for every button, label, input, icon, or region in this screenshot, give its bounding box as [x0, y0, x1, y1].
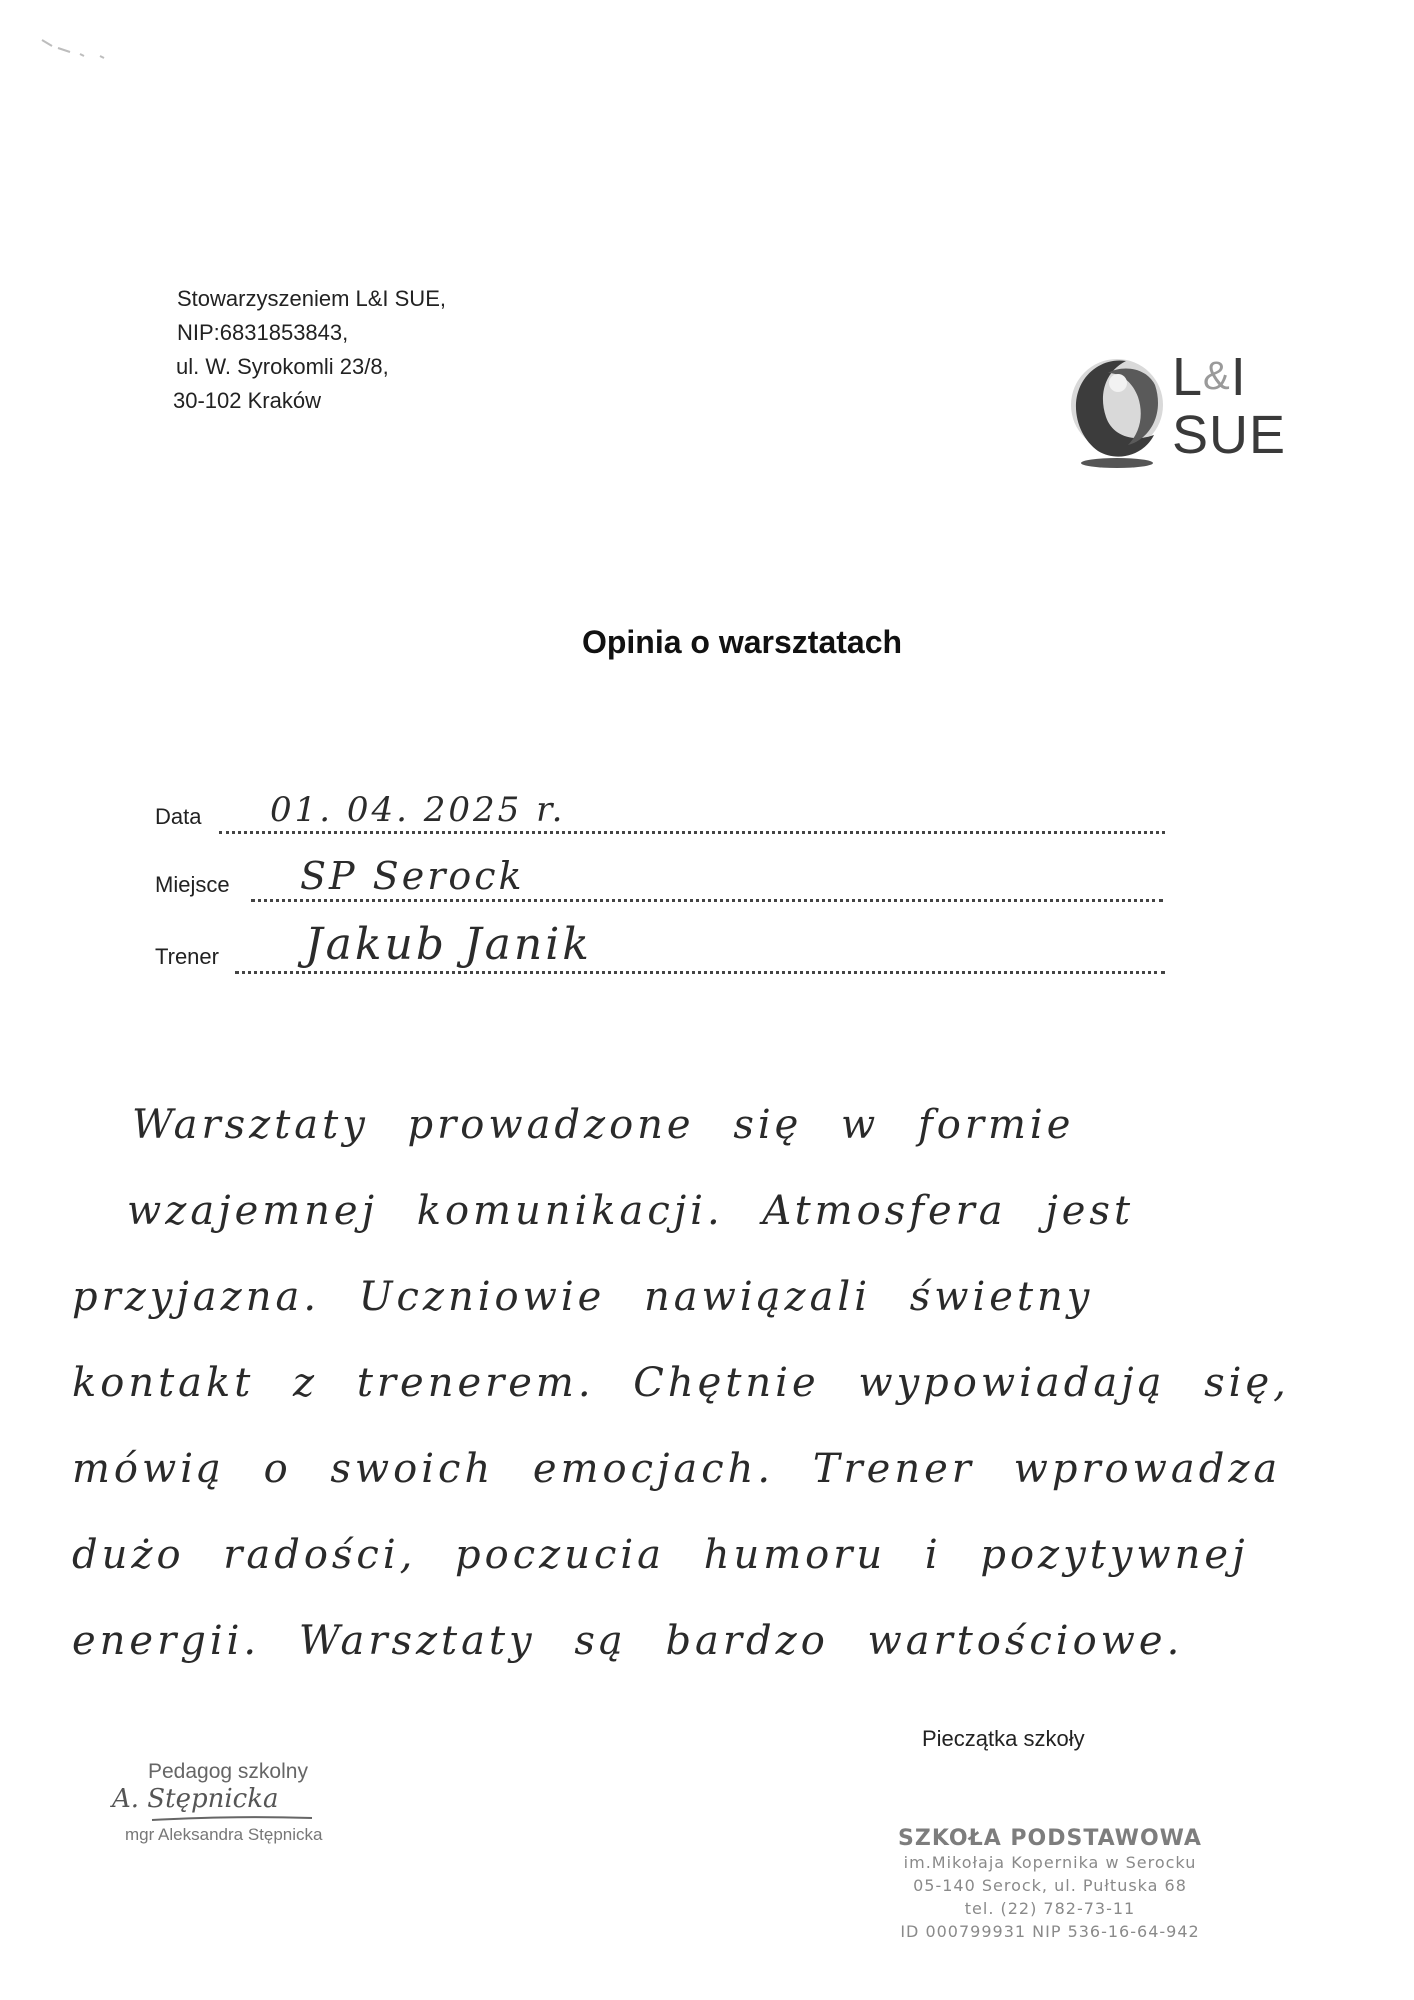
school-stamp-ids: ID 000799931 NIP 536-16-64-942 [900, 1922, 1200, 1941]
pedagog-label: Pedagog szkolny [148, 1760, 308, 1783]
sender-name: Stowarzyszeniem L&I SUE, [177, 286, 446, 311]
sender-street: ul. W. Syrokomli 23/8, [176, 354, 389, 379]
trainer-dotted-line [235, 971, 1165, 974]
logo-mark-icon [1062, 345, 1172, 475]
date-handwritten-value: 01. 04. 2025 r. [270, 790, 566, 830]
date-field [155, 790, 1165, 840]
school-stamp [860, 1826, 1240, 1943]
place-label: Miejsce [155, 872, 230, 897]
place-handwritten-value: SP Serock [300, 854, 525, 898]
date-dotted-line [219, 831, 1165, 834]
scan-artifact [40, 36, 150, 66]
sender-address [173, 282, 446, 418]
handwritten-opinion [72, 1082, 1342, 1684]
sender-city: 30-102 Kraków [173, 388, 321, 413]
school-stamp-label: Pieczątka szkoły [922, 1726, 1085, 1751]
opinion-line: wzajemnej komunikacji. Atmosfera jest [127, 1188, 1135, 1234]
organization-logo [1062, 345, 1287, 475]
opinion-line: energii. Warsztaty są bardzo wartościowe. [72, 1618, 1184, 1664]
trainer-label: Trener [155, 944, 219, 969]
trainer-field [155, 919, 1165, 980]
school-stamp-phone: tel. (22) 782-73-11 [964, 1899, 1136, 1918]
opinion-line: kontakt z trenerem. Chętnie wypowiadają się, [72, 1360, 1290, 1406]
opinion-line: mówią o swoich emocjach. Trener wprowadza [72, 1446, 1282, 1492]
place-field [155, 854, 1165, 908]
logo-letter-l: L [1172, 347, 1204, 407]
pedagog-name: mgr Aleksandra Stępnicka [125, 1825, 323, 1844]
sender-nip: NIP:6831853843, [177, 320, 349, 345]
document-title: Opinia o warsztatach [581, 624, 903, 660]
place-dotted-line [251, 899, 1163, 902]
opinion-line: dużo radości, poczucia humoru i pozytywnej [72, 1532, 1249, 1578]
trainer-handwritten-value: Jakub Janik [305, 919, 592, 970]
logo-letter-i: I [1230, 347, 1247, 407]
logo-sue: SUE [1172, 405, 1287, 465]
logo-ampersand: & [1203, 354, 1231, 398]
date-label: Data [155, 804, 202, 829]
handwritten-signature: A. Stępnicka [112, 1784, 279, 1814]
school-stamp-address: 05-140 Serock, ul. Pułtuska 68 [913, 1876, 1187, 1895]
opinion-line: przyjazna. Uczniowie nawiązali świetny [72, 1274, 1094, 1320]
opinion-line: Warsztaty prowadzone się w formie [132, 1102, 1075, 1148]
logo-wordmark [1172, 347, 1286, 464]
school-stamp-name: SZKOŁA PODSTAWOWA [898, 1826, 1202, 1851]
school-stamp-patron: im.Mikołaja Kopernika w Serocku [903, 1853, 1197, 1872]
